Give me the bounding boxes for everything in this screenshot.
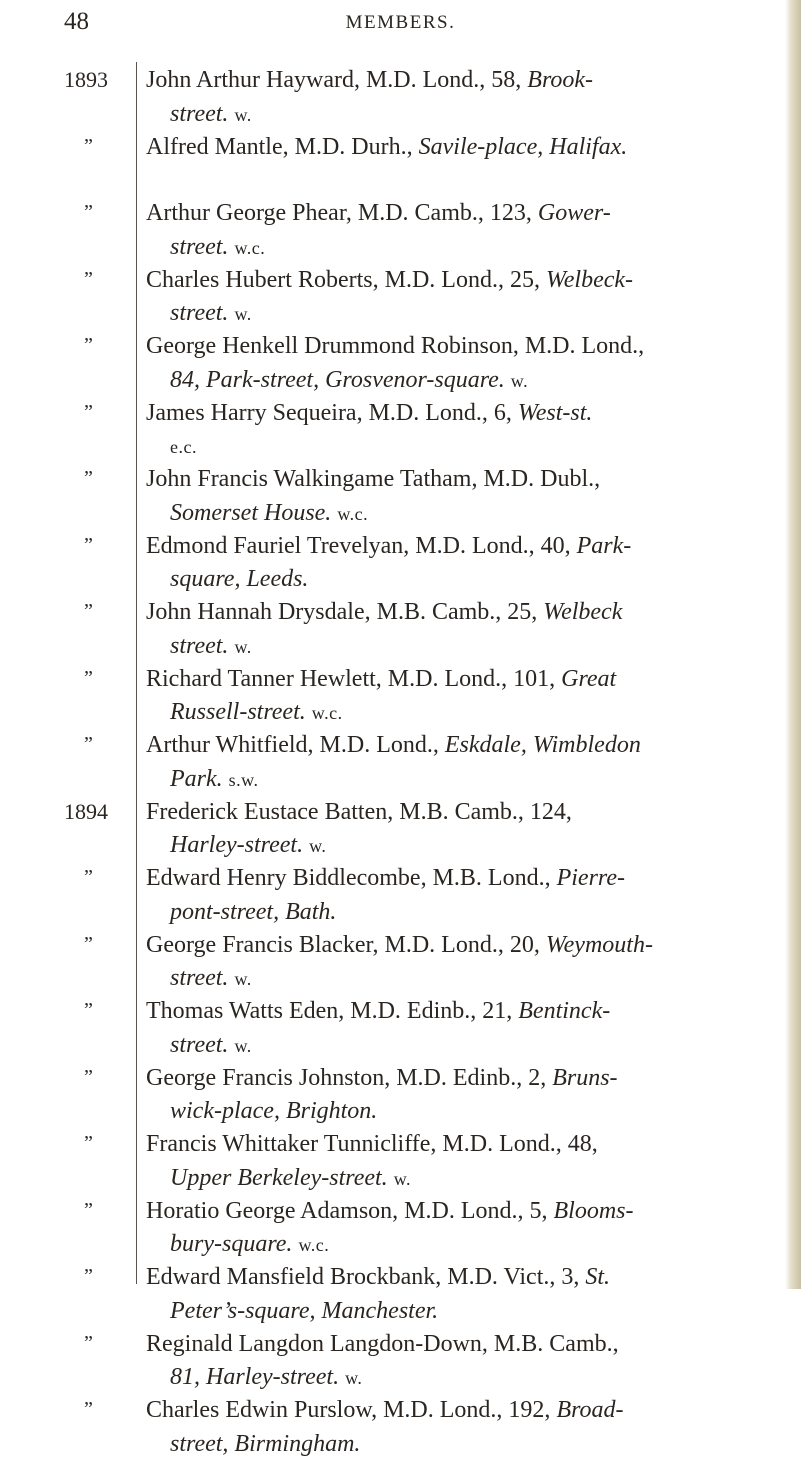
member-entry <box>0 1128 801 1195</box>
member-entry <box>0 1062 801 1129</box>
entry-year: ” <box>64 729 130 760</box>
address-italic: Pierre- <box>557 865 625 891</box>
member-name-degree: Arthur Whitfield, M.D. Lond., <box>146 732 439 758</box>
entry-text <box>146 663 776 731</box>
entry-line-1 <box>146 995 776 1029</box>
address-italic: Great <box>561 666 616 692</box>
member-entry <box>0 64 801 131</box>
postal-district: w. <box>234 637 251 657</box>
entry-year: ” <box>64 862 130 893</box>
member-entry <box>0 330 801 397</box>
entry-text <box>146 197 776 265</box>
member-entry <box>0 929 801 996</box>
entry-text <box>146 796 776 864</box>
address-italic: street. <box>170 300 228 326</box>
member-entry <box>0 1195 801 1262</box>
entry-year: ” <box>64 530 130 561</box>
address-italic: Park. <box>170 766 223 792</box>
entry-line-2 <box>146 829 776 864</box>
entry-text <box>146 264 776 332</box>
entry-year: ” <box>64 197 130 228</box>
entry-year: ” <box>64 131 130 162</box>
member-name-degree: Edward Henry Biddlecombe, M.B. Lond., <box>146 865 551 891</box>
address-italic: Bentinck- <box>518 998 610 1024</box>
address-italic: Somerset House. <box>170 500 331 526</box>
postal-district: w.c. <box>234 238 265 258</box>
entry-text <box>146 463 776 531</box>
entry-line-2 <box>146 1428 776 1461</box>
address-italic: street. <box>170 633 228 659</box>
member-entry <box>0 1261 801 1328</box>
entry-line-2 <box>146 364 776 399</box>
postal-district: w. <box>309 836 326 856</box>
entry-year: ” <box>64 995 130 1026</box>
address-italic: Peter’s-square, Manchester. <box>170 1298 438 1324</box>
member-entry <box>0 197 801 264</box>
member-name-degree: Horatio George Adamson, M.D. Lond., 5, <box>146 1198 548 1224</box>
entry-year: ” <box>64 1128 130 1159</box>
entry-text <box>146 1328 776 1396</box>
postal-district: w.c. <box>337 504 368 524</box>
entry-line-1 <box>146 1128 776 1162</box>
member-entry <box>0 796 801 863</box>
address-italic: Weymouth- <box>546 932 653 958</box>
entry-line-2 <box>146 896 776 930</box>
member-entry <box>0 1328 801 1395</box>
entry-line-1 <box>146 530 776 564</box>
address-italic: Savile-place, Halifax. <box>419 134 628 160</box>
entry-year: ” <box>64 596 130 627</box>
member-name-degree: John Francis Walkingame Tatham, M.D. Dubl., <box>146 466 600 492</box>
entry-line-1 <box>146 397 776 431</box>
entry-year: 1894 <box>64 796 130 827</box>
member-entry <box>0 995 801 1062</box>
member-name-degree: Charles Hubert Roberts, M.D. Lond., 25, <box>146 267 540 293</box>
entry-line-1 <box>146 1261 776 1295</box>
entry-text <box>146 1062 776 1129</box>
entry-line-1 <box>146 1394 776 1428</box>
entry-text <box>146 729 776 797</box>
entry-line-1 <box>146 131 776 165</box>
member-name-degree: George Francis Blacker, M.D. Lond., 20, <box>146 932 540 958</box>
address-italic: Upper Berkeley-street. <box>170 1165 388 1191</box>
entry-year: ” <box>64 264 130 295</box>
address-italic: street. <box>170 234 228 260</box>
entry-text <box>146 1195 776 1263</box>
entry-year: ” <box>64 463 130 494</box>
entry-line-1 <box>146 197 776 231</box>
postal-district: w.c. <box>298 1235 329 1255</box>
entry-line-1 <box>146 796 776 830</box>
address-italic: wick-place, Brighton. <box>170 1098 377 1124</box>
address-italic: Harley-street. <box>170 832 303 858</box>
member-name-degree: Reginald Langdon Langdon-Down, M.B. Camb., <box>146 1331 619 1357</box>
entry-line-2 <box>146 98 776 133</box>
postal-district: w. <box>394 1169 411 1189</box>
address-italic: Eskdale, Wimbledon <box>445 732 641 758</box>
member-name-degree: Francis Whittaker Tunnicliffe, M.D. Lond., 48, <box>146 1131 598 1157</box>
member-name-degree: John Hannah Drysdale, M.B. Camb., 25, <box>146 599 537 625</box>
address-italic: St. <box>585 1264 610 1290</box>
member-entry <box>0 663 801 730</box>
address-italic: 81, Harley-street. <box>170 1364 339 1390</box>
postal-district: s.w. <box>229 770 259 790</box>
page-header <box>0 0 801 40</box>
address-italic: 84, Park-street, Grosvenor-square. <box>170 367 505 393</box>
entry-text <box>146 995 776 1063</box>
member-name-degree: Charles Edwin Purslow, M.D. Lond., 192, <box>146 1397 550 1423</box>
address-italic: Welbeck <box>543 599 622 625</box>
entry-line-2 <box>146 231 776 266</box>
member-entry <box>0 729 801 796</box>
entry-line-1 <box>146 64 776 98</box>
address-italic: Park- <box>577 533 632 559</box>
entry-year: 1893 <box>64 64 130 95</box>
entry-line-2 <box>146 1228 776 1263</box>
member-name-degree: Arthur George Phear, M.D. Camb., 123, <box>146 200 532 226</box>
entry-line-1 <box>146 264 776 298</box>
address-italic: Broad- <box>556 1397 623 1423</box>
address-italic: pont-street, Bath. <box>170 899 336 925</box>
entry-line-1 <box>146 929 776 963</box>
member-name-degree: Edward Mansfield Brockbank, M.D. Vict., 3, <box>146 1264 579 1290</box>
entry-line-2 <box>146 1295 776 1329</box>
entry-line-2 <box>146 497 776 532</box>
entry-year: ” <box>64 1195 130 1226</box>
entry-year: ” <box>64 330 130 361</box>
address-italic: bury-square. <box>170 1231 292 1257</box>
entry-line-2 <box>146 1361 776 1396</box>
entry-line-2 <box>146 1095 776 1129</box>
address-italic: street. <box>170 101 228 127</box>
postal-district: e.c. <box>170 437 197 457</box>
postal-district: w. <box>234 969 251 989</box>
member-name-degree: George Francis Johnston, M.D. Edinb., 2, <box>146 1065 546 1091</box>
entry-text <box>146 1128 776 1196</box>
postal-district: w. <box>234 1036 251 1056</box>
entry-line-1 <box>146 1195 776 1229</box>
entry-year: ” <box>64 397 130 428</box>
entry-text <box>146 330 776 398</box>
member-entry <box>0 596 801 663</box>
entry-year: ” <box>64 1261 130 1292</box>
entry-text <box>146 397 776 465</box>
running-title: MEMBERS. <box>0 12 801 34</box>
entry-text <box>146 929 776 997</box>
address-italic: street. <box>170 965 228 991</box>
entry-line-2 <box>146 696 776 731</box>
entry-year: ” <box>64 1394 130 1425</box>
page-number: 48 <box>64 8 89 36</box>
entry-line-1 <box>146 596 776 630</box>
address-italic: Gower- <box>538 200 611 226</box>
entry-year: ” <box>64 663 130 694</box>
address-italic: Russell-street. <box>170 699 306 725</box>
address-italic: Blooms- <box>554 1198 634 1224</box>
entry-text <box>146 530 776 597</box>
member-entry <box>0 1394 801 1461</box>
entry-line-2 <box>146 962 776 997</box>
postal-district: w. <box>511 371 528 391</box>
member-entry <box>0 862 801 929</box>
entry-line-1 <box>146 663 776 697</box>
entry-text <box>146 1261 776 1328</box>
entry-line-1 <box>146 330 776 364</box>
entry-text <box>146 596 776 664</box>
member-entry <box>0 463 801 530</box>
entry-line-1 <box>146 1328 776 1362</box>
member-entry <box>0 264 801 331</box>
entry-line-2 <box>146 297 776 332</box>
address-italic: street. <box>170 1032 228 1058</box>
postal-district: w. <box>234 105 251 125</box>
member-name-degree: Thomas Watts Eden, M.D. Edinb., 21, <box>146 998 512 1024</box>
member-list <box>0 64 801 1461</box>
entry-text <box>146 131 776 165</box>
entry-line-2 <box>146 763 776 798</box>
address-italic: street, Birmingham. <box>170 1431 360 1457</box>
member-name-degree: Alfred Mantle, M.D. Durh., <box>146 134 413 160</box>
member-name-degree: Richard Tanner Hewlett, M.D. Lond., 101, <box>146 666 555 692</box>
entry-line-2 <box>146 1029 776 1064</box>
entry-text <box>146 862 776 929</box>
entry-year: ” <box>64 929 130 960</box>
entry-line-2 <box>146 563 776 597</box>
address-italic: West-st. <box>518 400 592 426</box>
address-italic: Brook- <box>527 67 593 93</box>
postal-district: w. <box>234 304 251 324</box>
member-entry <box>0 530 801 597</box>
address-italic: square, Leeds. <box>170 566 308 592</box>
member-entry <box>0 397 801 464</box>
member-name-degree: George Henkell Drummond Robinson, M.D. Lond., <box>146 333 644 359</box>
entry-line-1 <box>146 1062 776 1096</box>
member-name-degree: James Harry Sequeira, M.D. Lond., 6, <box>146 400 512 426</box>
entry-line-2 <box>146 630 776 665</box>
entry-text <box>146 1394 776 1461</box>
entry-line-1 <box>146 729 776 763</box>
entry-line-1 <box>146 862 776 896</box>
entry-year: ” <box>64 1062 130 1093</box>
postal-district: w.c. <box>312 703 343 723</box>
entry-text <box>146 64 776 132</box>
entry-line-2 <box>146 1162 776 1197</box>
address-italic: Welbeck- <box>546 267 633 293</box>
entry-year: ” <box>64 1328 130 1359</box>
member-entry <box>0 131 801 198</box>
member-name-degree: Edmond Fauriel Trevelyan, M.D. Lond., 40, <box>146 533 571 559</box>
postal-district: w. <box>345 1368 362 1388</box>
address-italic: Bruns- <box>552 1065 617 1091</box>
entry-line-2 <box>146 430 776 465</box>
entry-line-1 <box>146 463 776 497</box>
member-name-degree: Frederick Eustace Batten, M.B. Camb., 124, <box>146 799 572 825</box>
member-name-degree: John Arthur Hayward, M.D. Lond., 58, <box>146 67 521 93</box>
